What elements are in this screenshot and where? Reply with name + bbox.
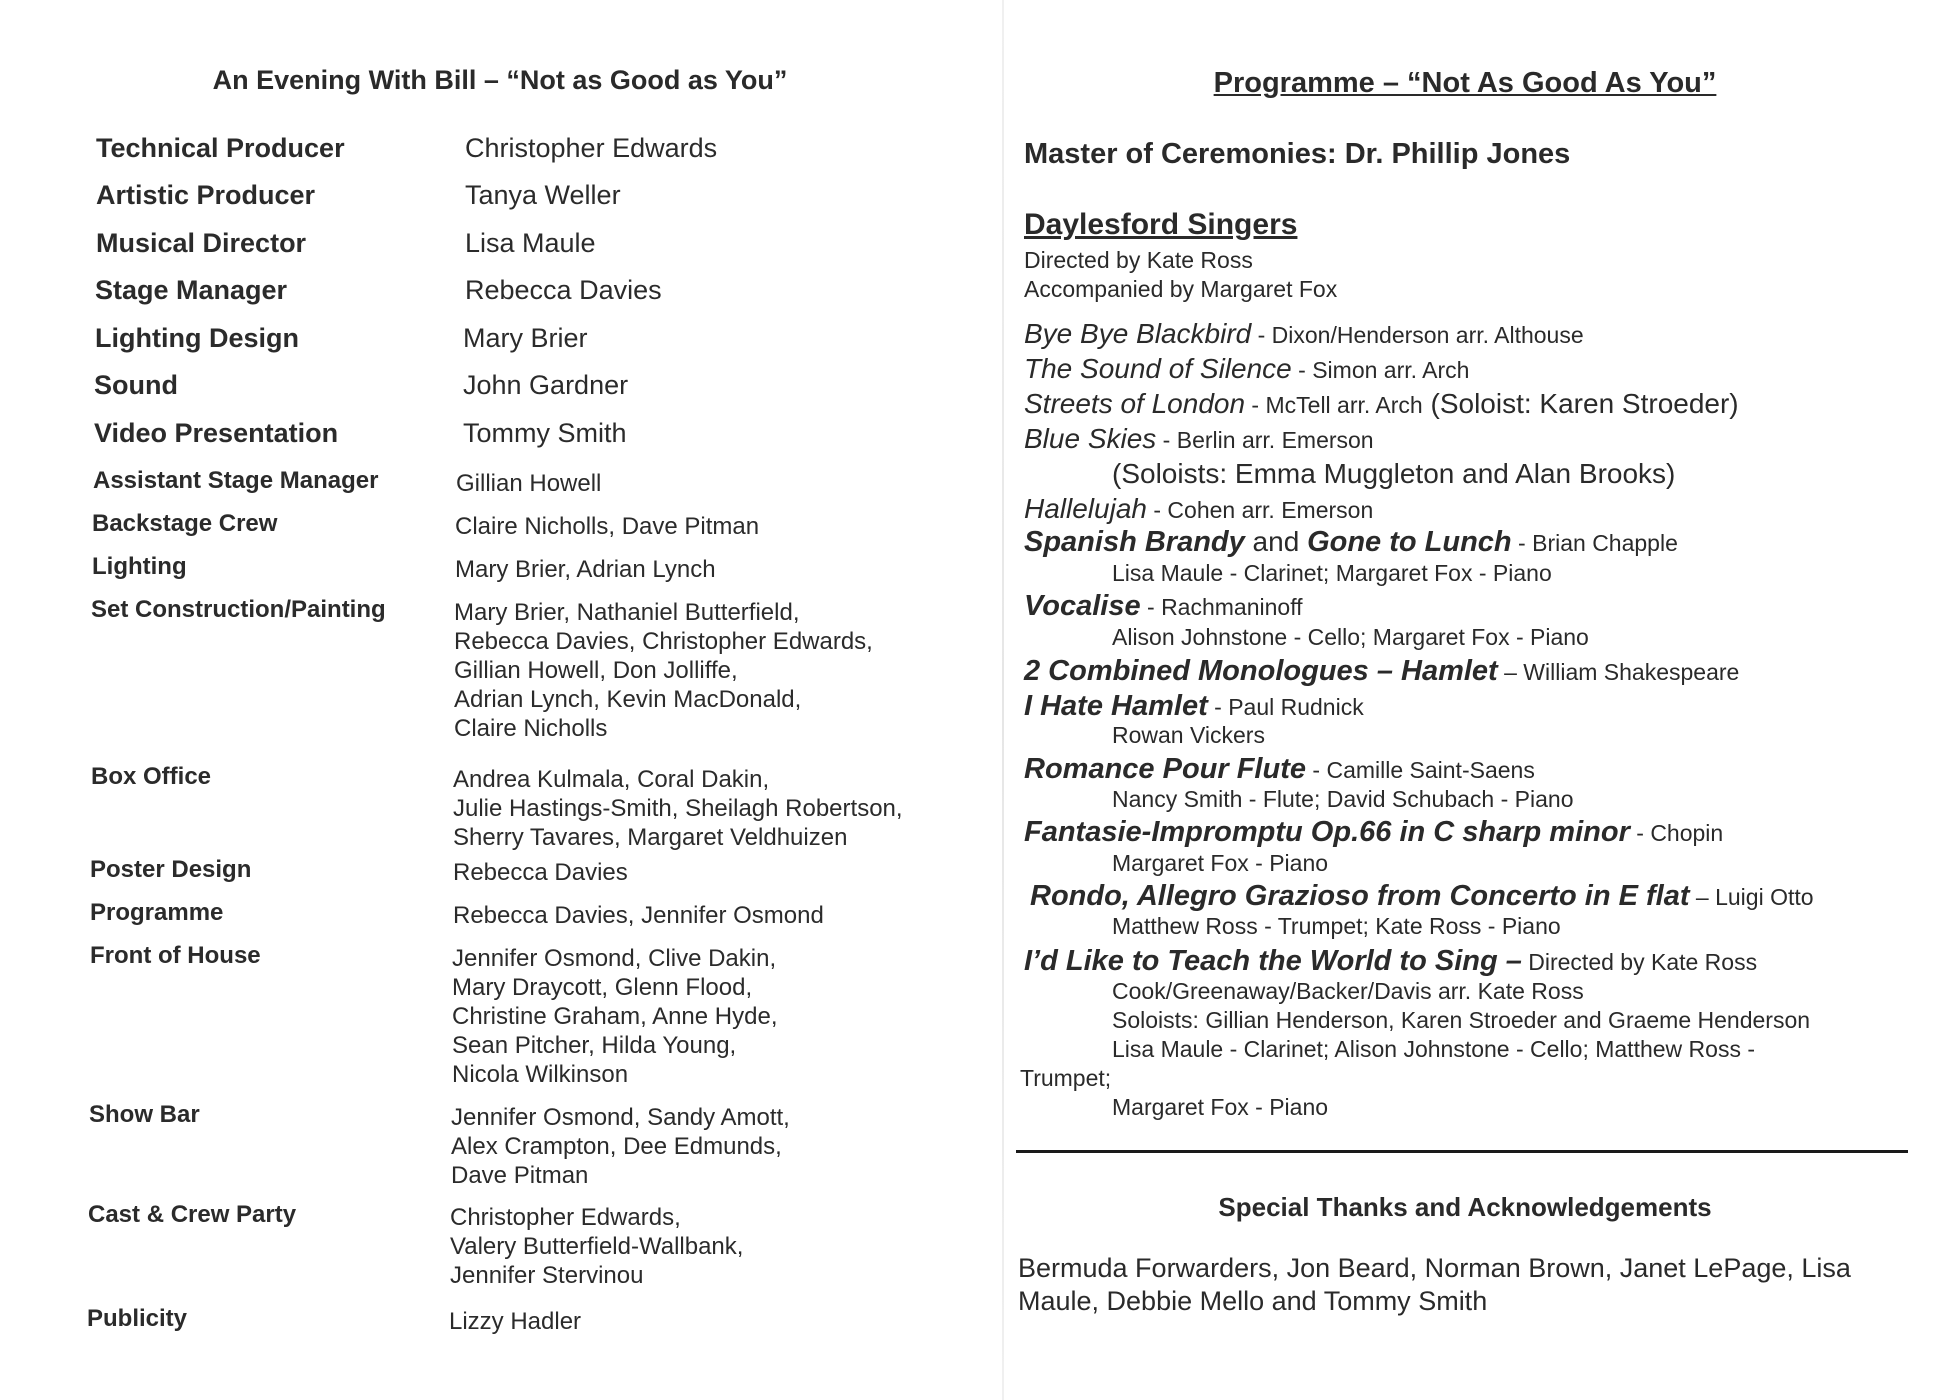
item-title: Bye Bye Blackbird bbox=[1024, 318, 1252, 349]
item-title: Vocalise bbox=[1024, 590, 1141, 622]
programme-item bbox=[1024, 493, 1373, 525]
credit-name-line: Dave Pitman bbox=[451, 1162, 589, 1189]
credit-name-line: Mary Draycott, Glenn Flood, bbox=[452, 974, 753, 1001]
credit-role: Publicity bbox=[87, 1305, 188, 1332]
credit-name-line: Tanya Weller bbox=[465, 180, 621, 210]
credit-role: Lighting bbox=[92, 553, 187, 580]
credit-name-line: Christopher Edwards bbox=[465, 133, 718, 163]
credit-role: Box Office bbox=[91, 763, 212, 790]
credit-role: Sound bbox=[94, 370, 178, 400]
credit-role: Poster Design bbox=[90, 856, 252, 883]
item-credit: Dixon/Henderson arr. Althouse bbox=[1271, 322, 1584, 348]
credit-name-line: Mary Brier, Adrian Lynch bbox=[455, 556, 716, 583]
item-credit: Directed by Kate Ross bbox=[1528, 949, 1758, 975]
credit-names bbox=[465, 229, 596, 258]
item-separator: - bbox=[1629, 820, 1651, 846]
programme-item bbox=[1024, 388, 1739, 420]
programme-item bbox=[1030, 880, 1814, 913]
performer-text: Margaret Fox - Piano bbox=[1112, 1094, 1329, 1120]
item-separator: - bbox=[1207, 694, 1229, 720]
credit-name-line: Christopher Edwards, bbox=[450, 1204, 681, 1231]
credit-name-line: Jennifer Stervinou bbox=[450, 1262, 644, 1289]
performer-line bbox=[1112, 722, 1265, 749]
programme-item bbox=[1024, 353, 1469, 385]
performer-line bbox=[1112, 560, 1552, 587]
item-credit: Rachmaninoff bbox=[1161, 594, 1303, 620]
soloist-text: (Soloists: Emma Muggleton and Alan Brooks) bbox=[1112, 458, 1676, 489]
credit-names bbox=[455, 512, 759, 541]
item-credit: Brian Chapple bbox=[1532, 530, 1678, 556]
item-title: 2 Combined Monologues – Hamlet bbox=[1024, 655, 1498, 687]
credit-name-line: Lizzy Hadler bbox=[449, 1308, 582, 1335]
item-title: Romance Pour Flute bbox=[1024, 753, 1306, 785]
item-joiner: and bbox=[1244, 526, 1308, 557]
credit-name-line: Jennifer Osmond, Clive Dakin, bbox=[452, 945, 777, 972]
performer-line bbox=[1112, 850, 1328, 877]
group-accompanist: Accompanied by Margaret Fox bbox=[1024, 276, 1338, 302]
performer-text: Margaret Fox - Piano bbox=[1112, 850, 1329, 876]
item-credit: Berlin arr. Emerson bbox=[1176, 427, 1374, 453]
credit-names bbox=[465, 134, 717, 163]
item-separator: - bbox=[1251, 322, 1272, 348]
credit-name-line: Claire Nicholls, Dave Pitman bbox=[455, 513, 760, 540]
performer-text: Soloists: Gillian Henderson, Karen Stroeder and Graeme Henderson bbox=[1112, 1007, 1811, 1033]
credit-names bbox=[456, 469, 601, 498]
credit-names bbox=[453, 765, 903, 852]
credit-name-line: Alex Crampton, Dee Edmunds, bbox=[451, 1133, 782, 1160]
programme-item bbox=[1024, 816, 1723, 849]
credit-role: Show Bar bbox=[89, 1101, 200, 1128]
credit-role: Set Construction/Painting bbox=[91, 596, 386, 623]
credit-name-line: Jennifer Osmond, Sandy Amott, bbox=[451, 1104, 790, 1131]
credit-name-line: Lisa Maule bbox=[465, 228, 596, 258]
page-fold bbox=[1002, 0, 1004, 1400]
credit-role: Assistant Stage Manager bbox=[93, 467, 379, 494]
item-title: Fantasie-Impromptu Op.66 in C sharp minor bbox=[1024, 816, 1630, 848]
programme-item bbox=[1024, 945, 1757, 978]
item-credit: McTell arr. Arch bbox=[1265, 392, 1423, 418]
credit-role: Cast & Crew Party bbox=[88, 1201, 297, 1228]
programme-item bbox=[1024, 655, 1739, 688]
credit-name-line: Adrian Lynch, Kevin MacDonald, bbox=[454, 686, 802, 713]
performer-line bbox=[1112, 978, 1584, 1005]
item-separator: - bbox=[1245, 392, 1266, 418]
credit-name-line: Andrea Kulmala, Coral Dakin, bbox=[453, 766, 770, 793]
item-credit: Paul Rudnick bbox=[1228, 694, 1364, 720]
performer-line bbox=[1112, 1007, 1810, 1034]
thanks-text: Bermuda Forwarders, Jon Beard, Norman Brown, Janet LePage, Lisa Maule, Debbie Mello and Tommy Smith bbox=[1018, 1253, 1851, 1316]
credit-name-line: Tommy Smith bbox=[463, 418, 627, 448]
credit-role: Stage Manager bbox=[95, 275, 288, 305]
credit-role: Video Presentation bbox=[94, 418, 339, 448]
item-credit: William Shakespeare bbox=[1523, 659, 1740, 685]
performer-text: Matthew Ross - Trumpet; Kate Ross - Piano bbox=[1112, 913, 1561, 939]
credit-name-line: Mary Brier bbox=[463, 323, 588, 353]
credit-name-line: Sean Pitcher, Hilda Young, bbox=[452, 1032, 737, 1059]
item-separator: – bbox=[1497, 659, 1524, 685]
credit-names bbox=[455, 555, 716, 584]
credit-names bbox=[450, 1203, 743, 1290]
credit-role: Backstage Crew bbox=[92, 510, 278, 537]
performer-line bbox=[1112, 624, 1589, 651]
credit-names bbox=[463, 419, 627, 448]
credit-name-line: Claire Nicholls bbox=[454, 715, 608, 742]
crew-page-title: An Evening With Bill – “Not as Good as You” bbox=[212, 65, 788, 95]
credit-names bbox=[453, 858, 628, 887]
thanks-heading: Special Thanks and Acknowledgements bbox=[1218, 1192, 1712, 1222]
credit-names bbox=[465, 276, 662, 305]
performer-line bbox=[1112, 1036, 1755, 1063]
credit-names bbox=[454, 598, 873, 743]
credit-name-line: Rebecca Davies, Jennifer Osmond bbox=[453, 902, 824, 929]
performer-line bbox=[1112, 913, 1561, 940]
item-title: Hallelujah bbox=[1024, 493, 1147, 524]
credit-names bbox=[451, 1103, 790, 1190]
item-title: I’d Like to Teach the World to Sing – bbox=[1024, 945, 1522, 977]
performer-line bbox=[1112, 1094, 1328, 1121]
credit-role: Musical Director bbox=[96, 228, 307, 258]
item-separator: - bbox=[1511, 530, 1533, 556]
credit-name-line: Mary Brier, Nathaniel Butterfield, bbox=[454, 599, 800, 626]
performer-text: Lisa Maule - Clarinet; Alison Johnstone - Cello; Matthew Ross - bbox=[1112, 1036, 1756, 1062]
item-separator: – bbox=[1689, 884, 1716, 910]
item-title: Gone to Lunch bbox=[1307, 526, 1512, 558]
master-of-ceremonies: Master of Ceremonies: Dr. Phillip Jones bbox=[1024, 138, 1571, 170]
item-title: Blue Skies bbox=[1024, 423, 1157, 454]
credit-names bbox=[449, 1307, 581, 1336]
credit-name-line: Julie Hastings-Smith, Sheilagh Robertson, bbox=[453, 795, 903, 822]
credit-role: Technical Producer bbox=[96, 133, 345, 163]
performer-text: Cook/Greenaway/Backer/Davis arr. Kate Ross bbox=[1112, 978, 1584, 1004]
credit-name-line: Sherry Tavares, Margaret Veldhuizen bbox=[453, 824, 848, 851]
programme-item bbox=[1024, 753, 1535, 786]
item-separator: - bbox=[1146, 497, 1168, 523]
item-title: Spanish Brandy bbox=[1024, 526, 1245, 558]
item-soloist: (Soloist: Karen Stroeder) bbox=[1422, 388, 1739, 419]
item-credit: Simon arr. Arch bbox=[1312, 357, 1470, 383]
item-credit: Chopin bbox=[1650, 820, 1724, 846]
credit-role: Programme bbox=[90, 899, 224, 926]
group-name: Daylesford Singers bbox=[1024, 208, 1298, 241]
credit-names bbox=[463, 324, 588, 353]
item-title: The Sound of Silence bbox=[1024, 353, 1292, 384]
credit-names bbox=[463, 371, 628, 400]
performer-line-wrap bbox=[1020, 1065, 1111, 1092]
programme-item bbox=[1024, 690, 1364, 723]
credit-names bbox=[452, 944, 778, 1089]
credit-name-line: Rebecca Davies, Christopher Edwards, bbox=[454, 628, 873, 655]
item-separator: - bbox=[1140, 594, 1162, 620]
item-title: I Hate Hamlet bbox=[1024, 690, 1208, 722]
section-divider bbox=[1016, 1150, 1908, 1153]
programme-item bbox=[1024, 423, 1374, 455]
credit-name-line: Rebecca Davies bbox=[453, 859, 628, 886]
programme-title: Programme – “Not As Good As You” bbox=[1213, 67, 1717, 99]
item-title: Streets of London bbox=[1024, 388, 1246, 419]
programme-item bbox=[1024, 318, 1584, 350]
item-separator: - bbox=[1306, 757, 1327, 783]
credit-role: Lighting Design bbox=[95, 323, 299, 353]
item-credit: Luigi Otto bbox=[1715, 884, 1814, 910]
credit-name-line: John Gardner bbox=[463, 370, 629, 400]
credit-names bbox=[453, 901, 824, 930]
credit-name-line: Gillian Howell, Don Jolliffe, bbox=[454, 657, 738, 684]
performer-text: Trumpet; bbox=[1020, 1065, 1112, 1091]
credit-name-line: Rebecca Davies bbox=[465, 275, 662, 305]
credit-role: Front of House bbox=[90, 942, 261, 969]
item-credit: Camille Saint-Saens bbox=[1326, 757, 1535, 783]
credit-name-line: Valery Butterfield-Wallbank, bbox=[450, 1233, 744, 1260]
programme-item bbox=[1024, 526, 1678, 559]
credit-role: Artistic Producer bbox=[96, 180, 316, 210]
item-credit: Cohen arr. Emerson bbox=[1167, 497, 1374, 523]
group-director: Directed by Kate Ross bbox=[1024, 247, 1253, 273]
performer-line bbox=[1112, 786, 1573, 813]
credit-name-line: Nicola Wilkinson bbox=[452, 1061, 629, 1088]
credit-name-line: Gillian Howell bbox=[456, 470, 602, 497]
performer-text: Lisa Maule - Clarinet; Margaret Fox - Piano bbox=[1112, 560, 1552, 586]
performer-text: Nancy Smith - Flute; David Schubach - Piano bbox=[1112, 786, 1574, 812]
performer-text: Rowan Vickers bbox=[1112, 722, 1265, 748]
programme-item bbox=[1024, 590, 1303, 623]
credit-name-line: Christine Graham, Anne Hyde, bbox=[452, 1003, 778, 1030]
performer-text: Alison Johnstone - Cello; Margaret Fox - Piano bbox=[1112, 624, 1589, 650]
item-separator: - bbox=[1156, 427, 1177, 453]
item-separator: - bbox=[1291, 357, 1313, 383]
credit-names bbox=[465, 181, 621, 210]
item-title: Rondo, Allegro Grazioso from Concerto in E flat bbox=[1030, 880, 1690, 912]
soloist-line bbox=[1112, 458, 1675, 490]
